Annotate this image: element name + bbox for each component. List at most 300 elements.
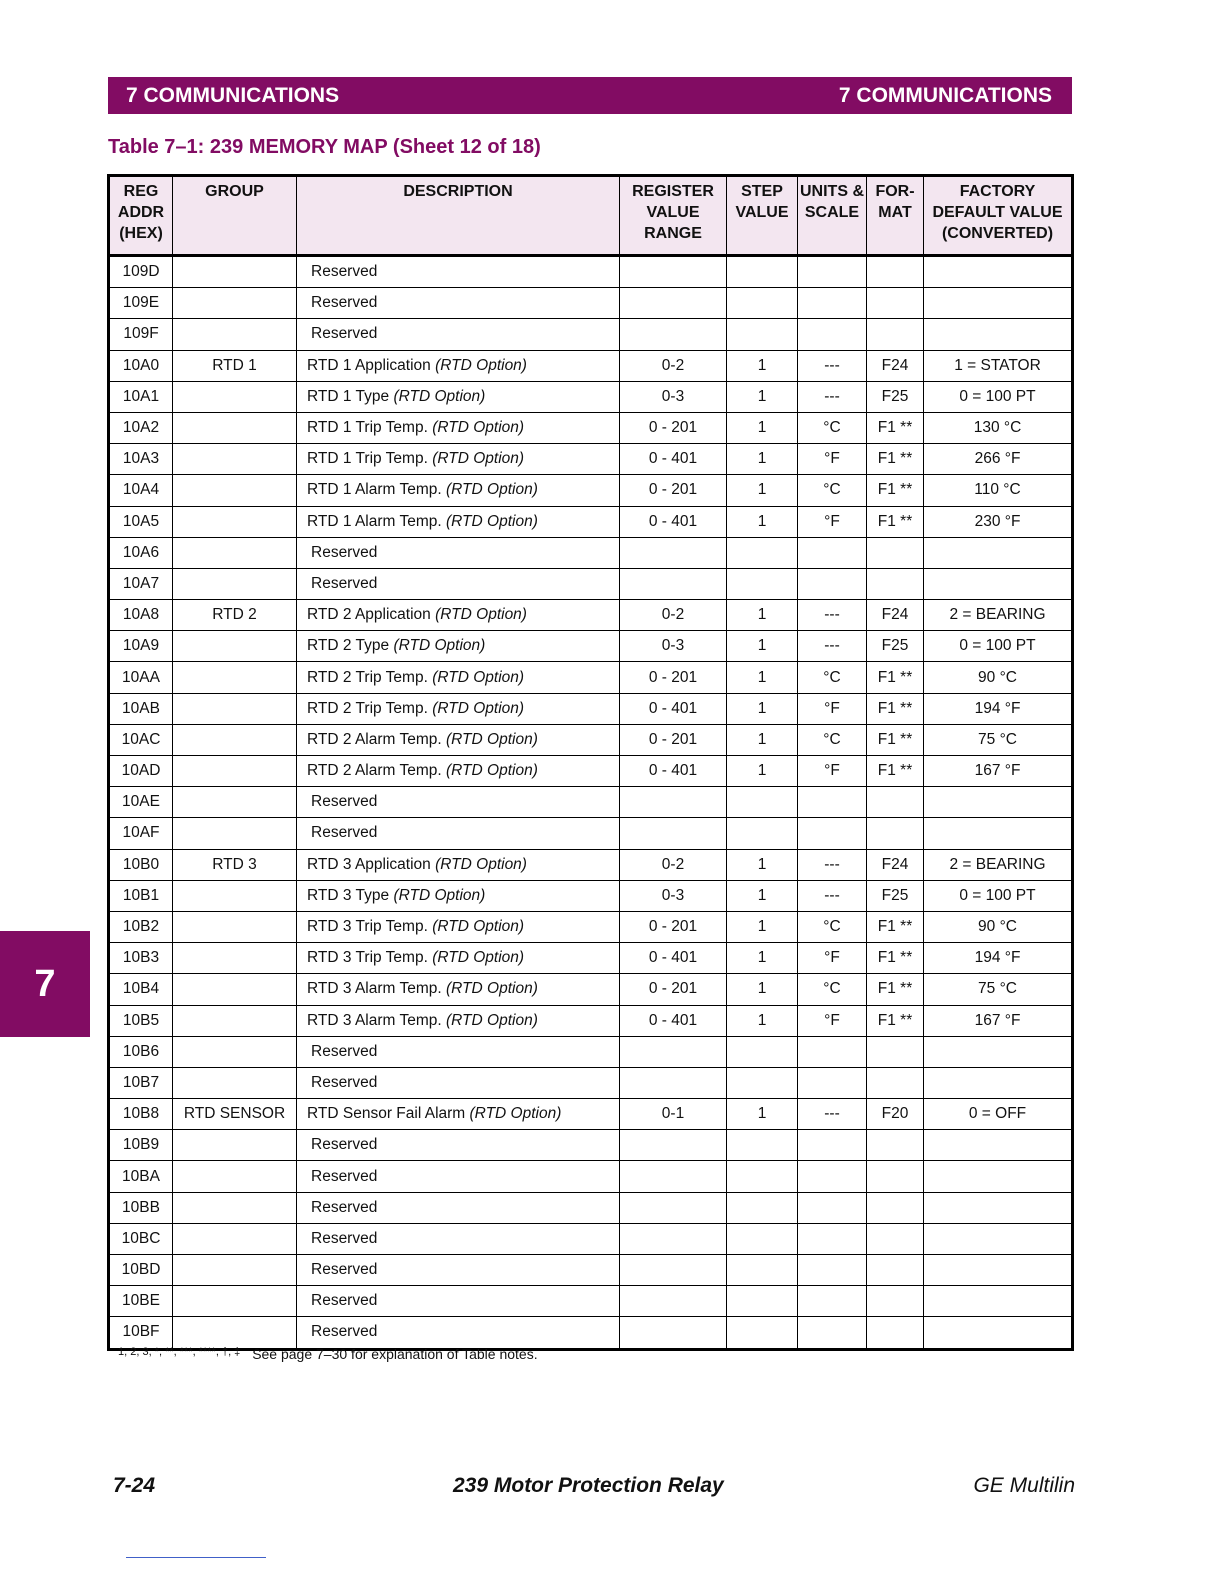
cell-group [173, 1161, 297, 1192]
cell-value-range [620, 568, 727, 599]
cell-factory-default: 75 °C [924, 724, 1073, 755]
description-text: RTD 1 Alarm Temp. [307, 481, 442, 499]
option-note: (RTD Option) [432, 699, 525, 717]
cell-factory-default [924, 1067, 1073, 1098]
cell-step-value: 1 [727, 724, 798, 755]
cell-reg-addr: 10B2 [109, 911, 173, 942]
cell-format: F24 [867, 600, 924, 631]
description-text: RTD 1 Application [307, 356, 431, 374]
cell-reg-addr: 10A8 [109, 600, 173, 631]
column-header-line: VALUE [735, 204, 789, 221]
cell-group [173, 537, 297, 568]
cell-description [297, 724, 620, 755]
cell-group: RTD 2 [173, 600, 297, 631]
column-header-line: (CONVERTED) [941, 225, 1054, 242]
cell-units-scale [798, 787, 867, 818]
cell-factory-default: 0 = 100 PT [924, 631, 1073, 662]
option-note: (RTD Option) [445, 762, 538, 780]
description-text: Reserved [311, 793, 378, 811]
cell-description [297, 1286, 620, 1317]
cell-format: F1 ** [867, 506, 924, 537]
cell-step-value [727, 1255, 798, 1286]
cell-description [297, 787, 620, 818]
cell-value-range: 0 - 201 [620, 475, 727, 506]
cell-units-scale: --- [798, 600, 867, 631]
cell-units-scale [798, 1036, 867, 1067]
cell-step-value: 1 [727, 911, 798, 942]
cell-factory-default: 0 = OFF [924, 1099, 1073, 1130]
footnote-symbols: 1, 2, 3, *, **, ***, ****, †, ‡ [118, 1346, 241, 1358]
table-row [109, 631, 1073, 662]
column-header [727, 176, 798, 256]
cell-factory-default [924, 256, 1073, 288]
table-footnote [118, 1346, 538, 1362]
cell-units-scale: °C [798, 475, 867, 506]
table-row [109, 288, 1073, 319]
column-header-line: ADDR [117, 204, 165, 221]
cell-units-scale: °C [798, 974, 867, 1005]
cell-step-value: 1 [727, 943, 798, 974]
cell-group: RTD 3 [173, 849, 297, 880]
cell-group [173, 631, 297, 662]
cell-value-range: 0 - 401 [620, 506, 727, 537]
description-text: RTD 3 Trip Temp. [307, 949, 428, 967]
description-text: RTD 2 Type [307, 637, 390, 655]
cell-value-range: 0 - 201 [620, 724, 727, 755]
cell-value-range [620, 787, 727, 818]
cell-value-range [620, 1192, 727, 1223]
cell-step-value [727, 818, 798, 849]
cell-value-range: 0-3 [620, 880, 727, 911]
chapter-tab: 7 [0, 931, 90, 1037]
table-row [109, 475, 1073, 506]
option-note: (RTD Option) [432, 668, 525, 686]
cell-description [297, 1317, 620, 1349]
table-body [109, 256, 1073, 1350]
cell-factory-default [924, 1161, 1073, 1192]
table-row [109, 381, 1073, 412]
cell-group [173, 1286, 297, 1317]
cell-units-scale [798, 537, 867, 568]
cell-value-range: 0 - 401 [620, 943, 727, 974]
cell-step-value: 1 [727, 350, 798, 381]
cell-reg-addr: 10AE [109, 787, 173, 818]
cell-factory-default [924, 1317, 1073, 1349]
description-text: RTD Sensor Fail Alarm [307, 1105, 466, 1123]
cell-factory-default: 1 = STATOR [924, 350, 1073, 381]
cell-reg-addr: 10B5 [109, 1005, 173, 1036]
cell-description [297, 412, 620, 443]
cell-format: F25 [867, 381, 924, 412]
cell-group [173, 1130, 297, 1161]
cell-value-range: 0 - 201 [620, 911, 727, 942]
table-row [109, 693, 1073, 724]
table-row [109, 1005, 1073, 1036]
cell-description [297, 506, 620, 537]
cell-units-scale [798, 818, 867, 849]
cell-value-range: 0-2 [620, 350, 727, 381]
description-text: Reserved [311, 1323, 378, 1341]
cell-units-scale: --- [798, 880, 867, 911]
cell-step-value [727, 568, 798, 599]
option-note: (RTD Option) [445, 730, 538, 748]
cell-format: F1 ** [867, 662, 924, 693]
cell-group [173, 1005, 297, 1036]
cell-factory-default: 130 °C [924, 412, 1073, 443]
column-header [867, 176, 924, 256]
cell-group [173, 412, 297, 443]
cell-reg-addr: 10A2 [109, 412, 173, 443]
cell-description [297, 943, 620, 974]
description-text: Reserved [311, 294, 378, 312]
description-text: RTD 2 Alarm Temp. [307, 730, 442, 748]
cell-description [297, 1005, 620, 1036]
cell-group [173, 756, 297, 787]
cell-group [173, 724, 297, 755]
cell-factory-default [924, 288, 1073, 319]
cell-step-value [727, 537, 798, 568]
cell-format: F1 ** [867, 475, 924, 506]
table-row [109, 880, 1073, 911]
cell-reg-addr: 10B8 [109, 1099, 173, 1130]
table-row [109, 1161, 1073, 1192]
table-row [109, 350, 1073, 381]
column-header [620, 176, 727, 256]
cell-format [867, 787, 924, 818]
table-row [109, 1036, 1073, 1067]
cell-group [173, 568, 297, 599]
cell-value-range [620, 1067, 727, 1098]
cell-reg-addr: 10BB [109, 1192, 173, 1223]
cell-reg-addr: 10AF [109, 818, 173, 849]
table-row [109, 444, 1073, 475]
description-text: RTD 2 Application [307, 606, 431, 624]
cell-value-range: 0-1 [620, 1099, 727, 1130]
cell-description [297, 1130, 620, 1161]
cell-units-scale [798, 256, 867, 288]
cell-group [173, 911, 297, 942]
cell-value-range [620, 1036, 727, 1067]
cell-description [297, 1223, 620, 1254]
column-header-line: REGISTER [632, 183, 714, 200]
cell-factory-default [924, 1255, 1073, 1286]
cell-reg-addr: 10BA [109, 1161, 173, 1192]
cell-factory-default [924, 568, 1073, 599]
cell-units-scale: °F [798, 1005, 867, 1036]
cell-reg-addr: 10B3 [109, 943, 173, 974]
cell-step-value: 1 [727, 880, 798, 911]
description-text: Reserved [311, 574, 378, 592]
cell-group [173, 1223, 297, 1254]
cell-group [173, 319, 297, 350]
table-row [109, 974, 1073, 1005]
cell-factory-default: 194 °F [924, 943, 1073, 974]
description-text: Reserved [311, 263, 378, 281]
cell-units-scale [798, 1223, 867, 1254]
footer-divider [126, 1557, 266, 1558]
cell-group [173, 974, 297, 1005]
column-header-line: FOR- [875, 183, 915, 200]
description-text: RTD 2 Trip Temp. [307, 668, 428, 686]
description-text: Reserved [311, 1261, 378, 1279]
cell-description [297, 974, 620, 1005]
cell-format: F1 ** [867, 1005, 924, 1036]
cell-format [867, 1067, 924, 1098]
table-row [109, 600, 1073, 631]
cell-value-range: 0 - 401 [620, 444, 727, 475]
cell-factory-default: 0 = 100 PT [924, 381, 1073, 412]
cell-format [867, 568, 924, 599]
cell-step-value [727, 288, 798, 319]
cell-value-range [620, 1223, 727, 1254]
cell-step-value: 1 [727, 1099, 798, 1130]
page-footer [113, 1474, 1075, 1502]
table-row [109, 568, 1073, 599]
cell-description [297, 288, 620, 319]
cell-units-scale: °C [798, 662, 867, 693]
cell-step-value [727, 1161, 798, 1192]
cell-group [173, 693, 297, 724]
description-text: Reserved [311, 1292, 378, 1310]
cell-reg-addr: 10B9 [109, 1130, 173, 1161]
option-note: (RTD Option) [445, 1011, 538, 1029]
cell-value-range [620, 818, 727, 849]
cell-factory-default: 167 °F [924, 1005, 1073, 1036]
cell-description [297, 631, 620, 662]
cell-format: F25 [867, 880, 924, 911]
description-text: RTD 1 Type [307, 387, 390, 405]
cell-description [297, 756, 620, 787]
cell-units-scale: --- [798, 381, 867, 412]
cell-format: F1 ** [867, 943, 924, 974]
table-row [109, 319, 1073, 350]
cell-units-scale [798, 1255, 867, 1286]
cell-format [867, 1286, 924, 1317]
cell-reg-addr: 10B6 [109, 1036, 173, 1067]
cell-description [297, 1036, 620, 1067]
option-note: (RTD Option) [435, 606, 527, 624]
cell-factory-default [924, 319, 1073, 350]
cell-description [297, 1192, 620, 1223]
cell-reg-addr: 10A7 [109, 568, 173, 599]
description-text: RTD 1 Alarm Temp. [307, 512, 442, 530]
cell-description [297, 911, 620, 942]
table-row [109, 506, 1073, 537]
cell-reg-addr: 109E [109, 288, 173, 319]
cell-description [297, 849, 620, 880]
cell-units-scale: °C [798, 724, 867, 755]
cell-value-range [620, 1286, 727, 1317]
cell-reg-addr: 10A9 [109, 631, 173, 662]
option-note: (RTD Option) [469, 1105, 562, 1123]
cell-step-value [727, 787, 798, 818]
cell-description [297, 319, 620, 350]
table-row [109, 256, 1073, 288]
cell-units-scale [798, 1067, 867, 1098]
cell-step-value: 1 [727, 444, 798, 475]
column-header-line: VALUE [646, 204, 700, 221]
option-note: (RTD Option) [393, 387, 486, 405]
description-text: RTD 1 Trip Temp. [307, 419, 428, 437]
table-row [109, 412, 1073, 443]
cell-value-range: 0 - 401 [620, 1005, 727, 1036]
cell-format: F1 ** [867, 724, 924, 755]
cell-format [867, 1130, 924, 1161]
description-text: Reserved [311, 1042, 378, 1060]
cell-group [173, 943, 297, 974]
table-row [109, 1223, 1073, 1254]
cell-factory-default: 2 = BEARING [924, 600, 1073, 631]
cell-factory-default: 75 °C [924, 974, 1073, 1005]
cell-group [173, 880, 297, 911]
description-text: RTD 3 Trip Temp. [307, 918, 428, 936]
cell-step-value: 1 [727, 849, 798, 880]
cell-reg-addr: 10AD [109, 756, 173, 787]
cell-reg-addr: 10A6 [109, 537, 173, 568]
cell-factory-default: 90 °C [924, 911, 1073, 942]
cell-format: F20 [867, 1099, 924, 1130]
cell-units-scale: °F [798, 693, 867, 724]
memory-map-table [107, 174, 1074, 1351]
cell-group: RTD 1 [173, 350, 297, 381]
cell-description [297, 1099, 620, 1130]
description-text: RTD 2 Trip Temp. [307, 699, 428, 717]
cell-step-value [727, 1130, 798, 1161]
cell-description [297, 693, 620, 724]
column-header-line: GROUP [205, 183, 264, 200]
section-header-left: 7 COMMUNICATIONS [126, 83, 340, 107]
cell-group [173, 1255, 297, 1286]
cell-description [297, 600, 620, 631]
cell-reg-addr: 10BC [109, 1223, 173, 1254]
manual-title: 239 Motor Protection Relay [453, 1474, 724, 1497]
brand-name: GE Multilin [973, 1474, 1075, 1497]
cell-description [297, 537, 620, 568]
table-row [109, 787, 1073, 818]
cell-units-scale [798, 1161, 867, 1192]
cell-format [867, 1223, 924, 1254]
cell-format: F1 ** [867, 412, 924, 443]
cell-value-range: 0 - 401 [620, 693, 727, 724]
cell-format: F1 ** [867, 693, 924, 724]
cell-description [297, 1161, 620, 1192]
cell-step-value: 1 [727, 974, 798, 1005]
cell-format: F1 ** [867, 911, 924, 942]
table-row [109, 911, 1073, 942]
cell-reg-addr: 10BF [109, 1317, 173, 1349]
cell-units-scale: °C [798, 412, 867, 443]
table-header-row [109, 176, 1073, 256]
column-header-line: RANGE [644, 225, 702, 242]
table-row [109, 1255, 1073, 1286]
table-row [109, 818, 1073, 849]
cell-units-scale: °F [798, 506, 867, 537]
cell-value-range: 0 - 201 [620, 412, 727, 443]
cell-format [867, 818, 924, 849]
cell-step-value: 1 [727, 381, 798, 412]
table-row [109, 1067, 1073, 1098]
cell-format: F24 [867, 350, 924, 381]
cell-units-scale [798, 319, 867, 350]
cell-format [867, 1161, 924, 1192]
description-text: Reserved [311, 325, 378, 343]
cell-factory-default [924, 787, 1073, 818]
description-text: RTD 3 Alarm Temp. [307, 980, 442, 998]
cell-value-range: 0 - 201 [620, 662, 727, 693]
cell-group [173, 818, 297, 849]
table-row [109, 1192, 1073, 1223]
cell-format [867, 1255, 924, 1286]
cell-group [173, 662, 297, 693]
option-note: (RTD Option) [432, 949, 525, 967]
cell-value-range [620, 1317, 727, 1349]
cell-step-value: 1 [727, 506, 798, 537]
cell-factory-default: 230 °F [924, 506, 1073, 537]
cell-format: F1 ** [867, 756, 924, 787]
cell-value-range: 0 - 201 [620, 974, 727, 1005]
cell-description [297, 1255, 620, 1286]
cell-step-value [727, 256, 798, 288]
cell-units-scale [798, 1130, 867, 1161]
cell-factory-default: 90 °C [924, 662, 1073, 693]
cell-description [297, 880, 620, 911]
cell-factory-default: 2 = BEARING [924, 849, 1073, 880]
cell-factory-default: 167 °F [924, 756, 1073, 787]
cell-step-value [727, 1317, 798, 1349]
cell-units-scale: --- [798, 631, 867, 662]
cell-factory-default: 266 °F [924, 444, 1073, 475]
table-row [109, 1317, 1073, 1349]
cell-format [867, 256, 924, 288]
cell-step-value: 1 [727, 412, 798, 443]
cell-reg-addr: 10A5 [109, 506, 173, 537]
cell-step-value: 1 [727, 1005, 798, 1036]
column-header-line: DEFAULT VALUE [932, 204, 1063, 221]
section-header-right: 7 COMMUNICATIONS [838, 83, 1052, 107]
cell-factory-default: 110 °C [924, 475, 1073, 506]
column-header-line: STEP [741, 183, 783, 200]
cell-step-value [727, 1192, 798, 1223]
cell-factory-default [924, 1130, 1073, 1161]
table-row [109, 1130, 1073, 1161]
description-text: Reserved [311, 543, 378, 561]
cell-format [867, 319, 924, 350]
cell-step-value: 1 [727, 475, 798, 506]
cell-reg-addr: 10A0 [109, 350, 173, 381]
cell-description [297, 256, 620, 288]
cell-value-range [620, 288, 727, 319]
table-row [109, 1286, 1073, 1317]
cell-factory-default [924, 1223, 1073, 1254]
column-header-line: FACTORY [959, 183, 1036, 200]
cell-reg-addr: 10B0 [109, 849, 173, 880]
table-row [109, 662, 1073, 693]
option-note: (RTD Option) [393, 886, 486, 904]
column-header [297, 176, 620, 256]
cell-value-range [620, 1161, 727, 1192]
description-text: Reserved [311, 1073, 378, 1091]
column-header [924, 176, 1073, 256]
cell-reg-addr: 10AC [109, 724, 173, 755]
cell-description [297, 444, 620, 475]
cell-units-scale: °F [798, 444, 867, 475]
cell-group [173, 1067, 297, 1098]
cell-format [867, 1036, 924, 1067]
cell-group [173, 288, 297, 319]
description-text: Reserved [311, 1229, 378, 1247]
option-note: (RTD Option) [432, 450, 525, 468]
cell-group [173, 381, 297, 412]
